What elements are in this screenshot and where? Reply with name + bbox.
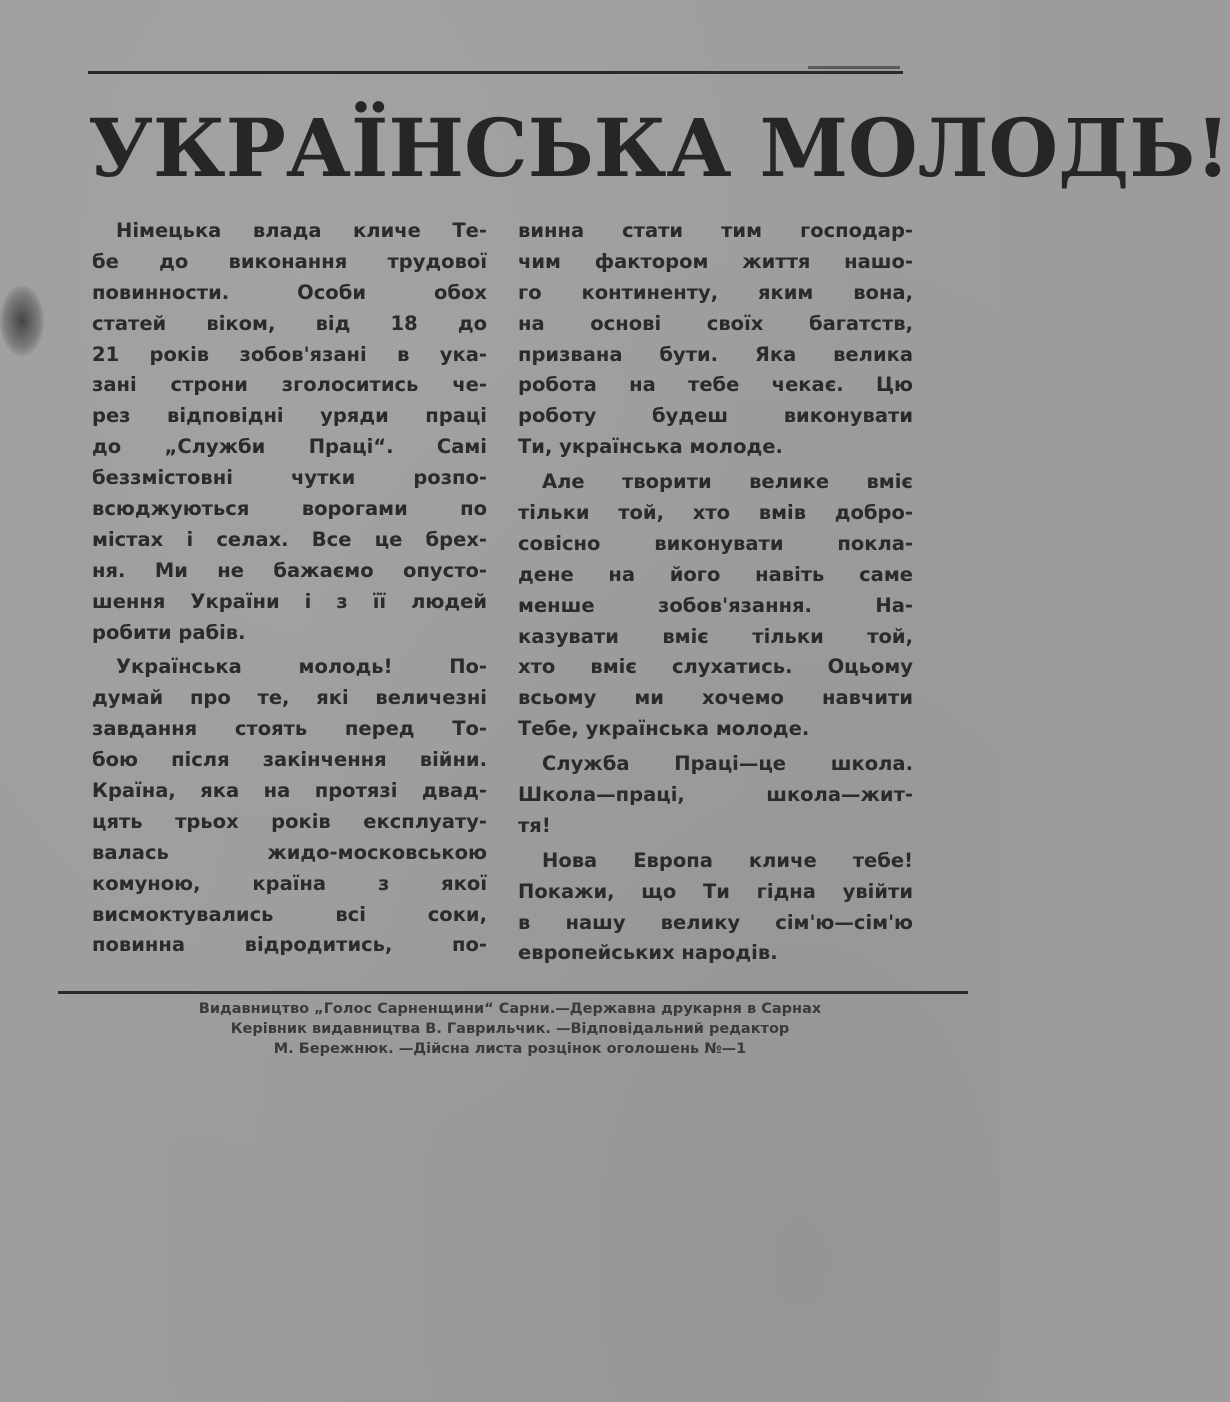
text-line: Але творити велике вміє — [542, 470, 913, 494]
top-rule-accent — [808, 66, 900, 69]
text-line: Українська молодь! По- — [116, 655, 487, 679]
text-line: беззмістовні чутки розпо- — [92, 466, 487, 490]
text-line: Ти, українська молоде. — [518, 435, 783, 459]
text-line: рез відповідні уряди праці — [92, 404, 487, 428]
text-line: валась жидо-московською — [92, 840, 487, 864]
text-line: висмоктувались всі соки, — [92, 902, 487, 926]
text-line: Школа—праці, школа—жит- — [518, 783, 913, 807]
imprint-line: Керівник видавництва В. Гаврильчик. —Відповідальний редактор — [230, 1021, 790, 1037]
text-line: призвана бути. Яка велика — [518, 342, 913, 366]
text-line: совісно виконувати покла- — [518, 531, 913, 555]
text-column-right — [518, 216, 913, 969]
text-line: Покажи, що Ти гідна увійти — [518, 879, 913, 903]
text-line: в нашу велику сім'ю—сім'ю — [518, 910, 913, 934]
top-rule — [88, 71, 903, 74]
text-line: ня. Ми не бажаємо опусто- — [92, 558, 487, 582]
text-line: всьому ми хочемо навчити — [518, 686, 913, 710]
text-line: думай про те, які величезні — [92, 686, 487, 710]
text-line: бою після закінчення війни. — [92, 748, 487, 772]
text-line: робота на тебе чекає. Цю — [518, 373, 913, 397]
text-line: Нова Европа кличе тебе! — [542, 848, 913, 872]
text-line: винна стати тим господар- — [518, 219, 913, 242]
text-line: роботу будеш виконувати — [518, 404, 913, 428]
text-line: Тебе, українська молоде. — [518, 717, 810, 741]
text-line: тя! — [518, 813, 551, 837]
text-line: всюджуються ворогами по — [92, 497, 487, 521]
imprint-line: Видавництво „Голос Сарненщини“ Сарни.—Державна друкарня в Сарнах — [198, 1001, 822, 1017]
text-line: Служба Праці—це школа. — [542, 752, 913, 776]
text-line: до „Служби Праці“. Самі — [92, 435, 487, 459]
text-line: повинна відродитись, по- — [92, 933, 487, 957]
text-line: казувати вміє тільки той, — [518, 624, 913, 648]
text-line: тільки той, хто вмів добро- — [518, 501, 913, 525]
text-line: Німецька влада кличе Те- — [116, 219, 487, 242]
text-line: на основі своїх багатств, — [518, 311, 913, 335]
text-line: хто вміє слухатись. Оцьому — [518, 655, 913, 679]
text-line: статей віком, від 18 до — [92, 311, 487, 335]
text-line: 21 років зобов'язані в ука- — [92, 342, 487, 366]
ink-stain — [0, 286, 44, 356]
text-line: завдання стоять перед То- — [92, 717, 487, 741]
headline: УКРАЇНСЬКА МОЛОДЬ! — [88, 101, 1230, 195]
text-line: европейських народів. — [518, 941, 778, 965]
text-line: бе до виконання трудової — [92, 249, 487, 273]
text-line: комуною, країна з якої — [92, 871, 487, 895]
text-line: зані строни зголоситись че- — [92, 373, 487, 397]
text-line: містах і селах. Все це брех- — [92, 527, 487, 551]
text-line: робити рабів. — [92, 620, 246, 644]
publisher-imprint — [100, 999, 920, 1059]
text-line: го континенту, яким вона, — [518, 280, 913, 304]
text-column-left — [92, 216, 487, 961]
text-line: повинности. Особи обох — [92, 280, 487, 304]
text-line: шення України і з її людей — [92, 589, 487, 613]
text-line: цять трьох років експлуату- — [92, 809, 487, 833]
bottom-rule — [58, 991, 968, 994]
text-line: дене на його навіть саме — [518, 562, 913, 586]
text-line: Країна, яка на протязі двад- — [92, 779, 487, 803]
imprint-line: М. Бережнюк. —Дійсна листа розцінок оголошень №—1 — [273, 1041, 747, 1057]
text-line: менше зобов'язання. На- — [518, 593, 913, 617]
text-line: чим фактором життя нашо- — [518, 249, 913, 273]
